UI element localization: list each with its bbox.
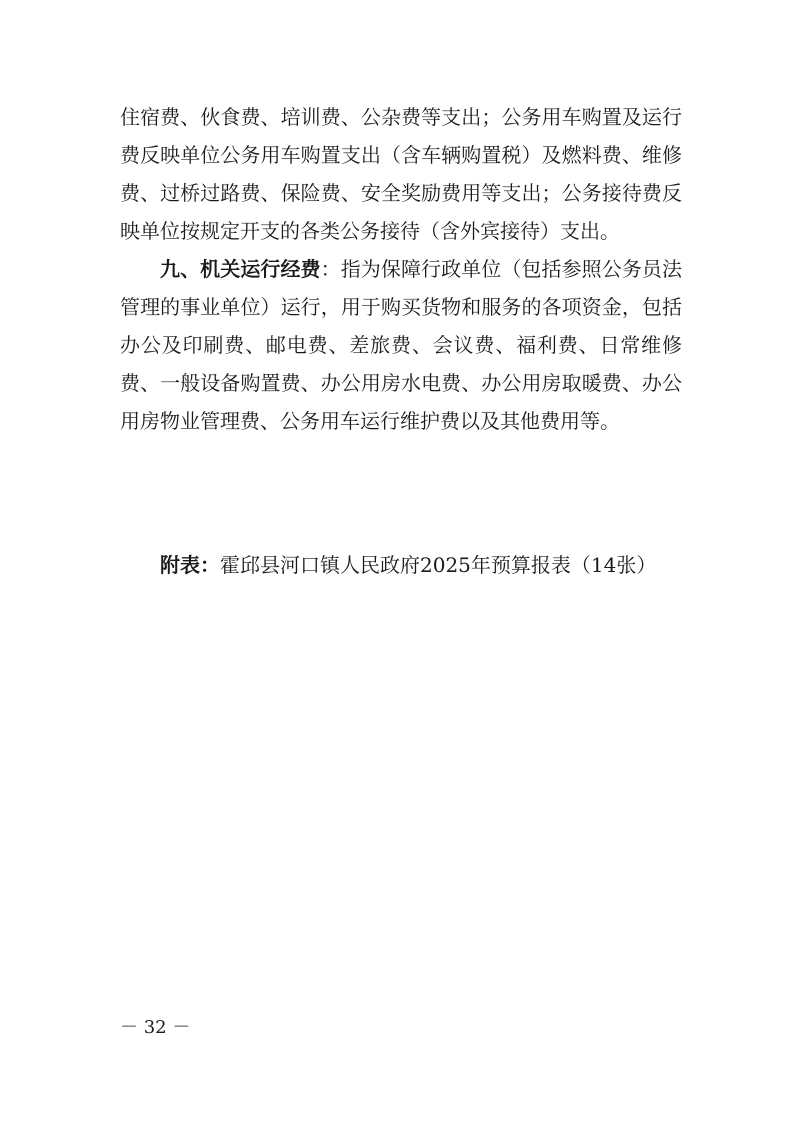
page-number: － 32 － [120,1017,191,1038]
body-text [120,98,682,440]
section-nine-heading: 九、机关运行经费 [160,257,321,281]
appendix-text: 霍邱县河口镇人民政府2025年预算报表（14张） [220,553,657,577]
section-nine-text: ：指为保障行政单位（包括参照公务员法管理的事业单位）运行，用于购买货物和服务的各项资金，包括办公及印刷费、邮电费、差旅费、会议费、福利费、日常维修费、一般设备购置费、办公用房水电费、办公用房取暖费、办公用房物业管理费、公务用车运行维护费以及其他费用等。 [120,257,683,433]
paragraph-continuation-text: 住宿费、伙食费、培训费、公杂费等支出；公务用车购置及运行费反映单位公务用车购置支出（含车辆购置税）及燃料费、维修费、过桥过路费、保险费、安全奖励费用等支出；公务接待费反映单位按规定开支的各类公务接待（含外宾接待）支出。 [120,105,682,243]
paragraph-section-nine [120,250,682,440]
appendix-label: 附表： [160,553,220,577]
appendix-line [160,546,690,584]
paragraph-continuation [120,98,682,250]
